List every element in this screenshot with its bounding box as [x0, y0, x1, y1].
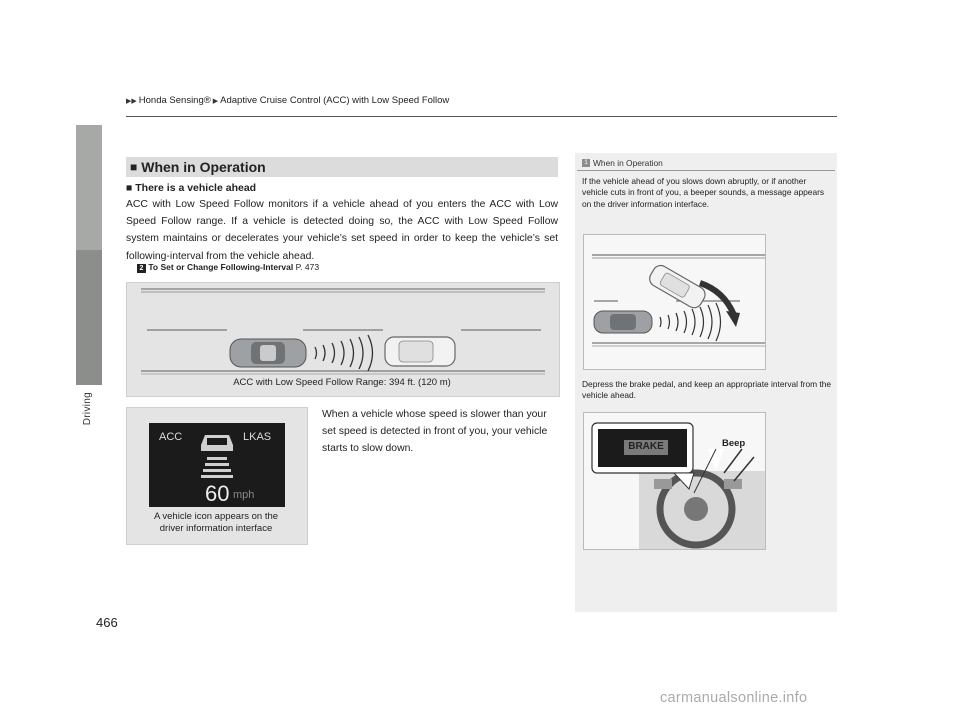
chapter-label: Driving	[82, 392, 93, 426]
note-number-icon: 1	[582, 159, 590, 167]
page-number: 466	[96, 615, 118, 630]
breadcrumb	[126, 95, 449, 106]
range-figure-caption: ACC with Low Speed Follow Range: 394 ft. (120 m)	[233, 377, 451, 388]
breadcrumb-arrow-icon: ▶	[212, 97, 219, 105]
cross-reference[interactable]	[137, 262, 319, 273]
section-title: When in Operation	[141, 159, 266, 175]
vehicle-ahead-icon	[197, 429, 237, 483]
cut-in-vehicle-icon	[647, 263, 708, 311]
cut-in-diagram	[584, 235, 765, 369]
display-figure-caption	[126, 511, 306, 534]
lead-vehicle-icon	[385, 337, 455, 366]
caption-line-1: A vehicle icon appears on the	[153, 511, 279, 522]
cut-in-figure	[583, 234, 766, 370]
xref-page[interactable]: P. 473	[295, 262, 320, 272]
caption-line-2: driver information interface	[159, 522, 273, 534]
section-marker-icon: ■	[130, 160, 138, 174]
breadcrumb-item-honda-sensing[interactable]: Honda Sensing®	[138, 95, 211, 106]
subheading-text: There is a vehicle ahead	[135, 182, 257, 194]
speed-unit: mph	[233, 489, 255, 501]
header-rule	[126, 116, 837, 117]
sidebar-paragraph-1: If the vehicle ahead of you slows down abruptly, or if another vehicle cuts in front of you, a beeper sounds, a message appears on the driver information interface.	[582, 176, 825, 209]
breadcrumb-arrow-icon: ▶▶	[126, 97, 137, 105]
xref-label[interactable]: To Set or Change Following-Interval	[148, 262, 294, 272]
watermark: carmanualsonline.info	[660, 690, 808, 706]
sidebar-rule	[577, 170, 835, 171]
subheading-marker-icon: ■	[126, 182, 133, 194]
subheading	[126, 182, 256, 194]
brake-warning-diagram	[584, 413, 765, 549]
slowdown-description: When a vehicle whose speed is slower than your set speed is detected in front of you, your vehicle starts to slow down.	[322, 409, 548, 455]
speed-value: 60	[205, 481, 230, 506]
driver-info-display	[149, 423, 285, 507]
beep-label: Beep	[722, 438, 746, 449]
sidebar-title-text: When in Operation	[593, 158, 663, 168]
brake-warning-figure	[583, 412, 766, 550]
brake-message: BRAKE	[628, 441, 664, 452]
sidebar-title	[582, 158, 663, 168]
body-paragraph: ACC with Low Speed Follow monitors if a vehicle ahead of you enters the ACC with Low Speed Follow range. If a vehicle is detected doing so, the ACC with Low Speed Follow system maintains or decelerates your vehicle’s set speed in order to keep the vehicle’s set following-interval from the vehicle ahead.	[126, 199, 558, 262]
own-vehicle-icon	[230, 339, 306, 367]
acc-indicator: ACC	[159, 431, 183, 443]
section-heading	[126, 157, 558, 177]
own-vehicle-icon	[594, 311, 652, 333]
sidebar-paragraph-2: Depress the brake pedal, and keep an appropriate interval from the vehicle ahead.	[582, 379, 832, 401]
radar-waves-icon	[660, 303, 721, 341]
chapter-tab-active	[76, 250, 102, 385]
lkas-indicator: LKAS	[243, 431, 272, 443]
xref-arrow-icon: 2	[137, 264, 146, 273]
radar-waves-icon	[315, 335, 373, 371]
cut-in-arrow-icon	[700, 283, 734, 315]
breadcrumb-item-acc[interactable]: Adaptive Cruise Control (ACC) with Low Speed Follow	[220, 95, 450, 106]
